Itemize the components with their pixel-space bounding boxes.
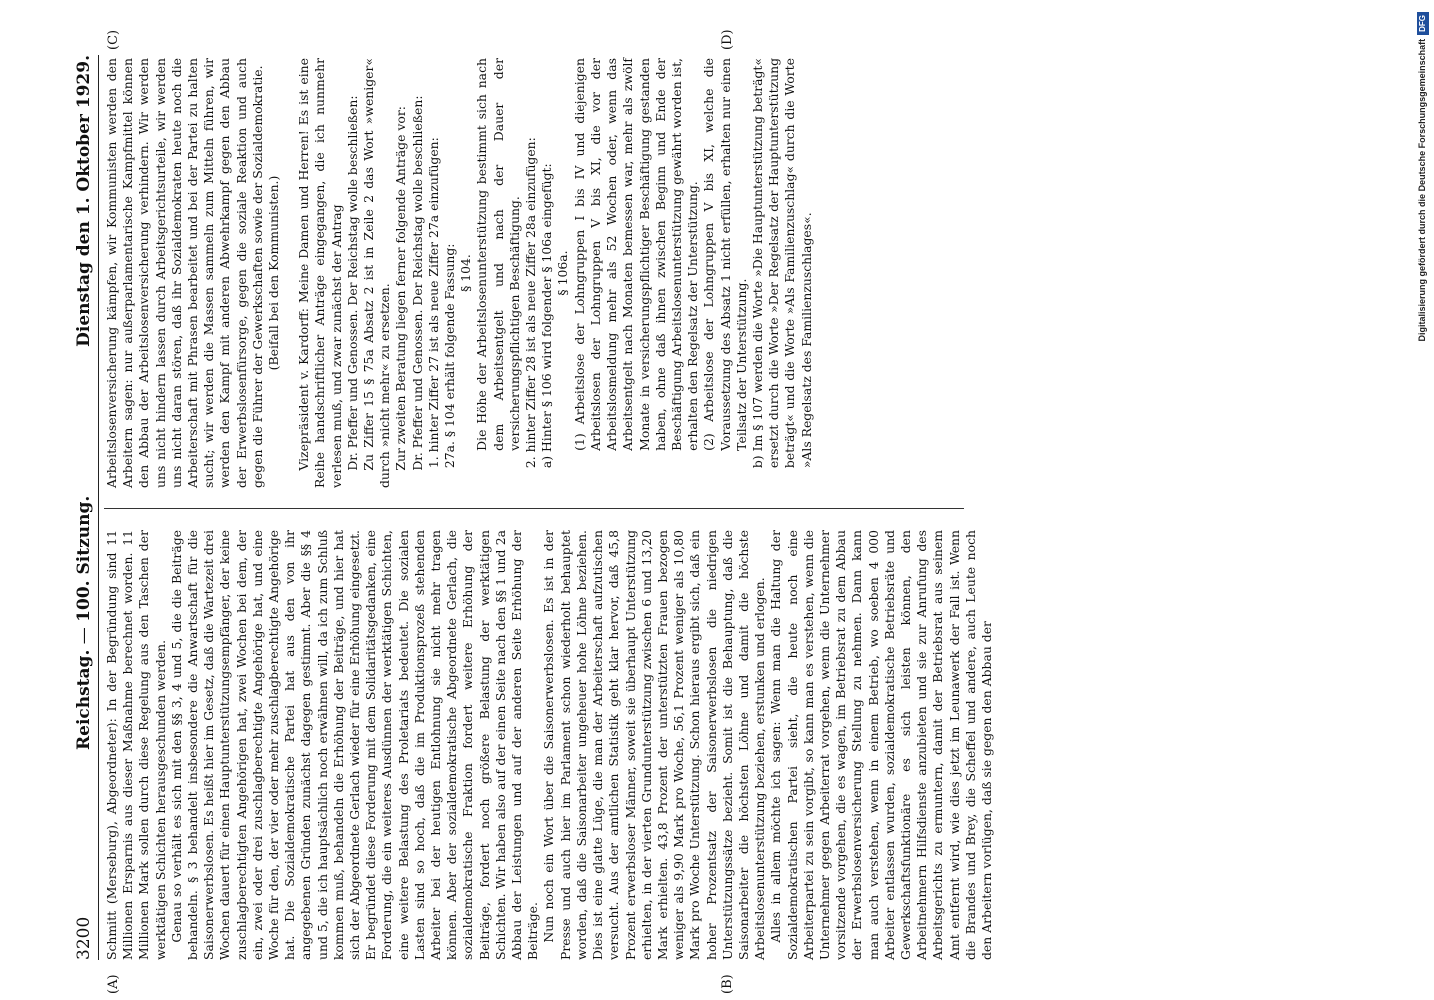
paragraph: 2. hinter Ziffer 28 ist als neue Ziffer 28a einzufügen: — [523, 137, 539, 469]
paragraph: § 106a. — [555, 250, 571, 296]
paragraph: Nun noch ein Wort über die Saisonerwerbslosen. Es ist in der Presse und auch hier im Parlament schon wiederholt behauptet worden, daß die Saisonarbeiter ungeheuer hohe Löhne beziehen. Dies ist eine glatte Lüge, die man der Arbeiterschaft aufzutischen versucht. Aus der amtlichen Statistik geht klar hervor, daß 45,8 Prozent erwerbsloser Männer, soweit sie überhaupt Unterstützung erhielten, in der vierten Grundunterstützung zwischen 6 und 13,20 Mark erhielten. 43,8 Prozent der unterstützten Frauen bezogen weniger als 9,90 Mark pro Woche, 56,1 Prozent weniger als 10,80 Mark pro Woche Unterstützung. Schon hieraus ergibt sich, daß ein hoher Prozentsatz der Saisonerwerbslosen die niedrigen Unterstützungssätze bezieht. Somit ist die Behauptung, daß die Saisonarbeiter die höchsten Löhne und damit die höchste Arbeitslosenunterstützung beziehen, erstunken und erlogen. — [541, 530, 768, 960]
paragraph: Genau so verhält es sich mit den §§ 3, 4 und 5, die die Beiträge behandeln. § 3 behandelt insbesondere die Anwartschaft für die Saisonerwerbslosen. Es heißt hier im Gesetz, daß die Wartezeit drei Wochen dauert für einen Hauptunterstützungsempfänger, der keine zuschlagberechtigten Angehörigen hat, zwei Wochen bei dem, der ein, zwei oder drei zuschlagberechtigte Angehörige hat, und eine Woche für den, der vier oder mehr zuschlagberechtigte Angehörige hat. Die Sozialdemokratische Partei hat aus den von ihr angegebenen Gründen zunächst dagegen gestimmt. Aber die §§ 4 und 5, die ich hauptsächlich noch erwähnen will, da ich zum Schluß kommen muß, behandeln die Erhöhung der Beiträge, und hier hat sich der Abgeordnete Gerlach wieder für eine Erhöhung eingesetzt. Er begründet diese Forderung mit dem Solidaritätsgedanken, eine Forderung, die ein weiteres Ausdünnen der werktätigen Schichten, eine weitere Belastung des Proletariats bedeutet. Die sozialen Lasten sind so hoch, daß die im Produktionsprozeß stehenden Arbeiter bei der heutigen Entlohnung sie nicht mehr tragen können. Aber der sozialdemokratische Abgeordnete Gerlach, die sozialdemokratische Fraktion fordert weitere Erhöhung der Beiträge, fordert noch größere Belastung der werktätigen Schichten. Wir haben also auf der einen Seite nach den §§ 1 und 2a Abbau der Leistungen und auf der anderen Seite Erhöhung der Beiträge. — [168, 530, 541, 960]
digitization-text: Digitalisierung gefördert durch die Deutsche Forschungsgemeinschaft — [1417, 38, 1427, 342]
page-content — [0, 29, 1380, 994]
paragraph: Dr. Pfeffer und Genossen. Der Reichstag wolle beschließen: — [409, 95, 425, 471]
paragraph: a) Hinter § 106 wird folgender § 106a eingefügt: — [539, 163, 555, 469]
paragraph: 27a. § 104 erhält folgende Fassung: — [442, 243, 458, 469]
header-date: Dienstag den 1. Oktober 1929. — [74, 55, 94, 347]
paragraph: § 104. — [458, 254, 474, 292]
dfg-logo: DFG — [1417, 12, 1429, 35]
paragraph: Vizepräsident v. Kardorff: Meine Damen und Herren! Es ist eine Reihe handschriftlicher Anträge eingegangen, die ich nunmehr verlesen muß, und zwar zunächst der Antrag — [296, 58, 344, 488]
header-reichstag: Reichstag. — [74, 649, 94, 750]
margin-marker-a: (A) — [106, 974, 121, 994]
paragraph: Arbeitslosenversicherung kämpfen, wir Kommunisten werden den Arbeitern sagen: nur außerparlamentarische Kampfmittel können den Abbau der Arbeitslosenversicherung verhindern. Wir werden uns nicht hindern lassen durch Arbeitsgerichtsurteile, wir werden uns nicht daran stören, daß ihr Sozialdemokraten heute noch die Arbeiterschaft mit Phrasen bearbeitet und bei der Partei zu halten sucht; wir werden die Massen sammeln zum Mitteln führen, wir werden den Kampf mit anderen Abwehrkampf gegen den Abbau der Erwerbslosenfürsorge, gegen die soziale Reaktion und auch gegen die Führer der Gewerkschaften sowie der Sozialdemokratie. — [104, 58, 265, 488]
header-dash: — — [74, 621, 94, 650]
paragraph: (Beifall bei den Kommunisten.) — [266, 175, 282, 371]
paragraph: 1. hinter Ziffer 27 ist als neue Ziffer 27a einzufügen: — [425, 137, 441, 469]
paragraph: Schmitt (Merseburg), Abgeordneter): In der Begründung sind 11 Millionen Ersparnis aus dieser Maßnahme berechnet worden. 11 Millionen Mark sollen durch diese Regelung aus den Taschen der werktätigen Schichten herausgeschunden werden. — [104, 530, 168, 960]
digitization-note — [1407, 8, 1434, 993]
page-header — [72, 55, 99, 960]
paragraph: Alles in allem möchte ich sagen: Wenn man die Haltung der Sozialdemokratischen Partei sieht, die heute noch eine Arbeiterpartei zu sein vorgibt, so kann man es verstehen, wenn die Unternehmer gegen Arbeiterrat vorgehen, wenn die Unternehmer vorsitzende vorgehen, die es wagen, im Betriebsrat zu dem Abbau der Erwerbslosenversicherung Stellung zu nehmen. Dann kann man auch verstehen, wenn in einem Betrieb, wo soeben 4 000 Arbeiter entlassen wurden, sozialdemokratische Betriebsräte und Gewerkschaftsfunktionäre es sich leisten können, den Arbeitnehmern Hilfsdienste anzubieten und sie zur Anrufung des Arbeitsgerichts zu ermuntern, damit der Betriebsrat aus seinem Amt entfernt wird, wie dies jetzt im Leunawerk der Fall ist. Wenn die Brandes und Brey, die Scheffel und andere, auch Leute noch den Arbeitern vorlügen, daß sie gegen den Abbau der — [768, 530, 994, 960]
paragraph: (2) Arbeitslose der Lohngruppen V bis XI, welche die Voraussetzung des Absatz 1 nicht erfüllen, erhalten nur einen Teilsatz der Unterstützung. — [701, 58, 749, 451]
spacer — [282, 58, 296, 488]
paragraph: Zur zweiten Beratung liegen ferner folgende Anträge vor: — [393, 106, 409, 471]
column-divider — [104, 508, 964, 509]
paragraph: (1) Arbeitslose der Lohngruppen I bis IV und diejenigen Arbeitslosen der Lohngruppen V bis XI, die vor der Arbeitslosmeldung mehr als 52 Wochen oder, wenn das Arbeitsentgelt nach Monaten bemessen war, mehr als zwölf Monate in versicherungspflichtiger Beschäftigung gestanden haben, ohne daß ihnen zwischen Beginn und Ende der Beschäftigung Arbeitslosenunterstützung gewährt worden ist, erhalten den Regelsatz der Unterstützung. — [571, 58, 701, 451]
right-column — [104, 58, 815, 488]
header-session: 100. Sitzung. — [74, 495, 94, 622]
margin-marker-b: (B) — [720, 974, 735, 994]
paragraph: b) Im § 107 werden die Worte »Die Hauptunterstützung beträgt« ersetzt durch die Worte »Der Regelsatz der Hauptunterstützung beträgt« und die Worte »Als Familienzuschlag« durch die Worte »Als Regelsatz des Familienzuschlages«. — [749, 58, 814, 469]
paragraph: Zu Ziffer 15 § 75a Absatz 2 ist in Zeile 2 das Wort »weniger« durch »nicht mehr« zu ersetzen. — [361, 58, 393, 488]
paragraph: Dr. Pfeffer und Genossen. Der Reichstag wolle beschließen: — [344, 95, 360, 471]
page-number: 3200 — [74, 916, 94, 960]
margin-marker-d: (D) — [720, 29, 735, 50]
margin-marker-c: (C) — [106, 29, 121, 50]
running-title — [74, 496, 94, 750]
paragraph: Die Höhe der Arbeitslosenunterstützung bestimmt sich nach dem Arbeitsentgelt und nach der Dauer der versicherungspflichtigen Beschäftigung. — [474, 58, 522, 451]
left-column — [104, 530, 995, 960]
